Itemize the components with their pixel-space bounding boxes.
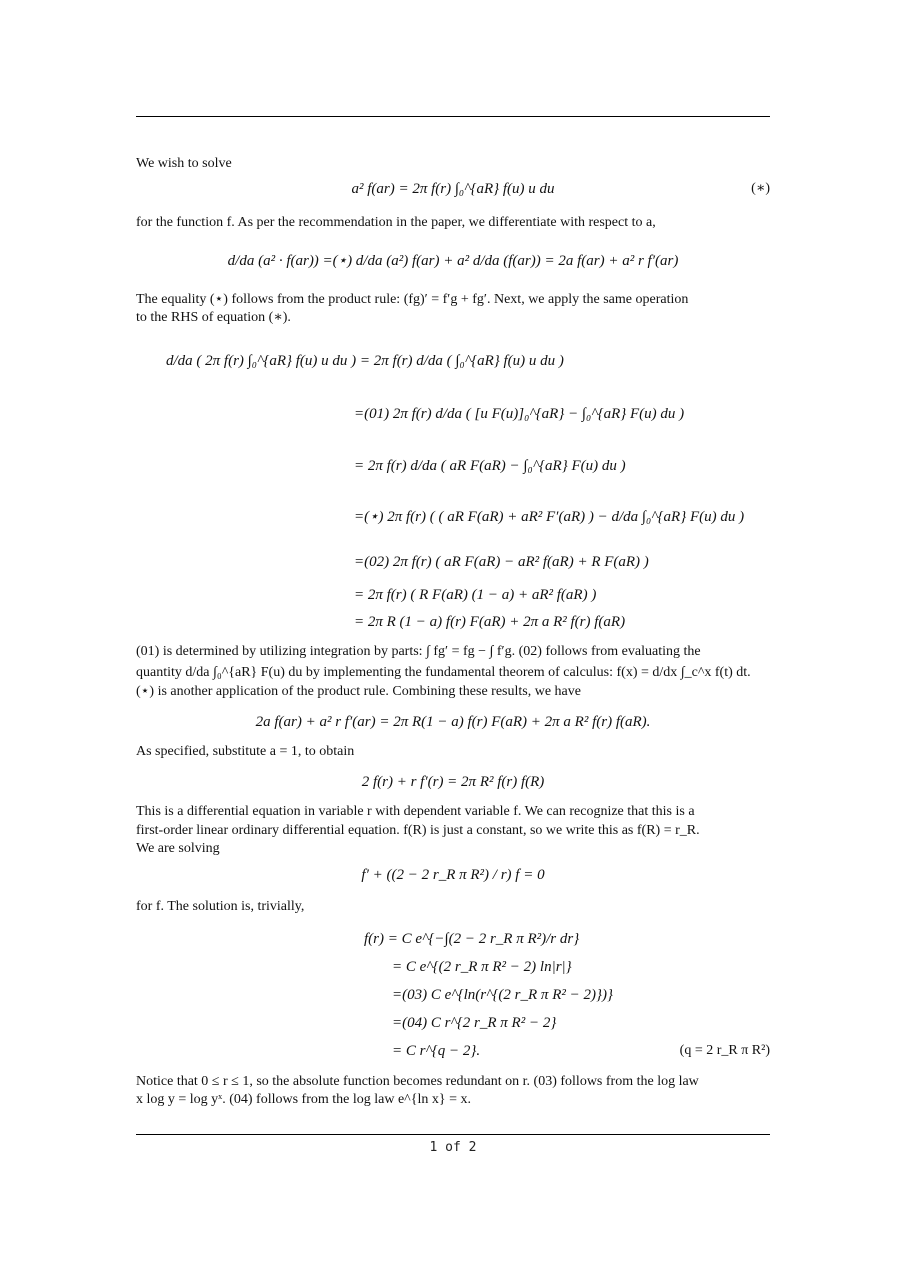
paragraph: (⋆) is another application of the product rule. Combining these results, we have <box>136 684 581 699</box>
page-number: 1 of 2 <box>429 1140 477 1155</box>
paragraph: first-order linear ordinary differential equation. f(R) is just a constant, so we write this as f(R) = r_R. <box>136 823 700 838</box>
paragraph: x log y = log yˣ. (04) follows from the log law e^{ln x} = x. <box>136 1092 471 1107</box>
paragraph: (01) is determined by utilizing integration by parts: ∫ fg′ = fg − ∫ f′g. (02) follows from evaluating the <box>136 644 701 659</box>
solution-step: = C r^{q − 2}. <box>392 1043 481 1059</box>
paragraph: to the RHS of equation (∗). <box>136 310 291 325</box>
paragraph: Notice that 0 ≤ r ≤ 1, so the absolute function becomes redundant on r. (03) follows from the log law <box>136 1074 699 1089</box>
derivation-step: = 2π f(r) ( R F(aR) (1 − a) + aR² f(aR) ) <box>354 587 597 603</box>
lhs-derivative-equation: d/da (a² · f(ar)) =(⋆) d/da (a²) f(ar) + a² d/da (f(ar)) = 2a f(ar) + a² r f′(ar) <box>227 253 679 269</box>
paragraph: for the function f. As per the recommendation in the paper, we differentiate with respect to a, <box>136 215 656 230</box>
paragraph: quantity d/da ∫₀^{aR} F(u) du by implementing the fundamental theorem of calculus: f(x) = d/dx ∫_c^x f(t) dt. <box>136 665 751 680</box>
derivation-step: = 2π f(r) d/da ( aR F(aR) − ∫₀^{aR} F(u) du ) <box>354 458 626 474</box>
derivation-step: =(01) 2π f(r) d/da ( [u F(u)]₀^{aR} − ∫₀^{aR} F(u) du ) <box>354 406 685 422</box>
paragraph: for f. The solution is, trivially, <box>136 899 305 914</box>
solution-step: f(r) = C e^{−∫(2 − 2 r_R π R²)/r dr} <box>364 931 580 947</box>
main-equation: a² f(ar) = 2π f(r) ∫₀^{aR} f(u) u du <box>351 181 555 197</box>
solution-step: =(03) C e^{ln(r^{(2 r_R π R² − 2)})} <box>392 987 613 1003</box>
paragraph: The equality (⋆) follows from the product rule: (fg)′ = f′g + fg′. Next, we apply the same operation <box>136 292 689 307</box>
derivation-step: = 2π R (1 − a) f(r) F(aR) + 2π a R² f(r) f(aR) <box>354 614 626 630</box>
equation-tag: (∗) <box>751 181 770 196</box>
derivation-step: d/da ( 2π f(r) ∫₀^{aR} f(u) u du ) = 2π f(r) d/da ( ∫₀^{aR} f(u) u du ) <box>166 353 564 369</box>
paragraph: We wish to solve <box>136 156 232 171</box>
ode-equation: f′ + ((2 − 2 r_R π R²) / r) f = 0 <box>361 867 545 883</box>
substituted-equation: 2 f(r) + r f′(r) = 2π R² f(r) f(R) <box>361 774 545 790</box>
derivation-step: =(⋆) 2π f(r) ( ( aR F(aR) + aR² F′(aR) ) − d/da ∫₀^{aR} F(u) du ) <box>354 509 745 525</box>
paragraph: We are solving <box>136 841 220 856</box>
paragraph: This is a differential equation in variable r with dependent variable f. We can recognize that this is a <box>136 804 695 819</box>
paragraph: As specified, substitute a = 1, to obtain <box>136 744 355 759</box>
equation-tag: (q = 2 r_R π R²) <box>679 1043 770 1058</box>
solution-step: = C e^{(2 r_R π R² − 2) ln|r|} <box>392 959 572 975</box>
header-rule <box>136 116 770 117</box>
combined-equation: 2a f(ar) + a² r f′(ar) = 2π R(1 − a) f(r) F(aR) + 2π a R² f(r) f(aR). <box>255 714 651 730</box>
footer-rule <box>136 1134 770 1135</box>
derivation-step: =(02) 2π f(r) ( aR F(aR) − aR² f(aR) + R F(aR) ) <box>354 554 649 570</box>
solution-step: =(04) C r^{2 r_R π R² − 2} <box>392 1015 557 1031</box>
